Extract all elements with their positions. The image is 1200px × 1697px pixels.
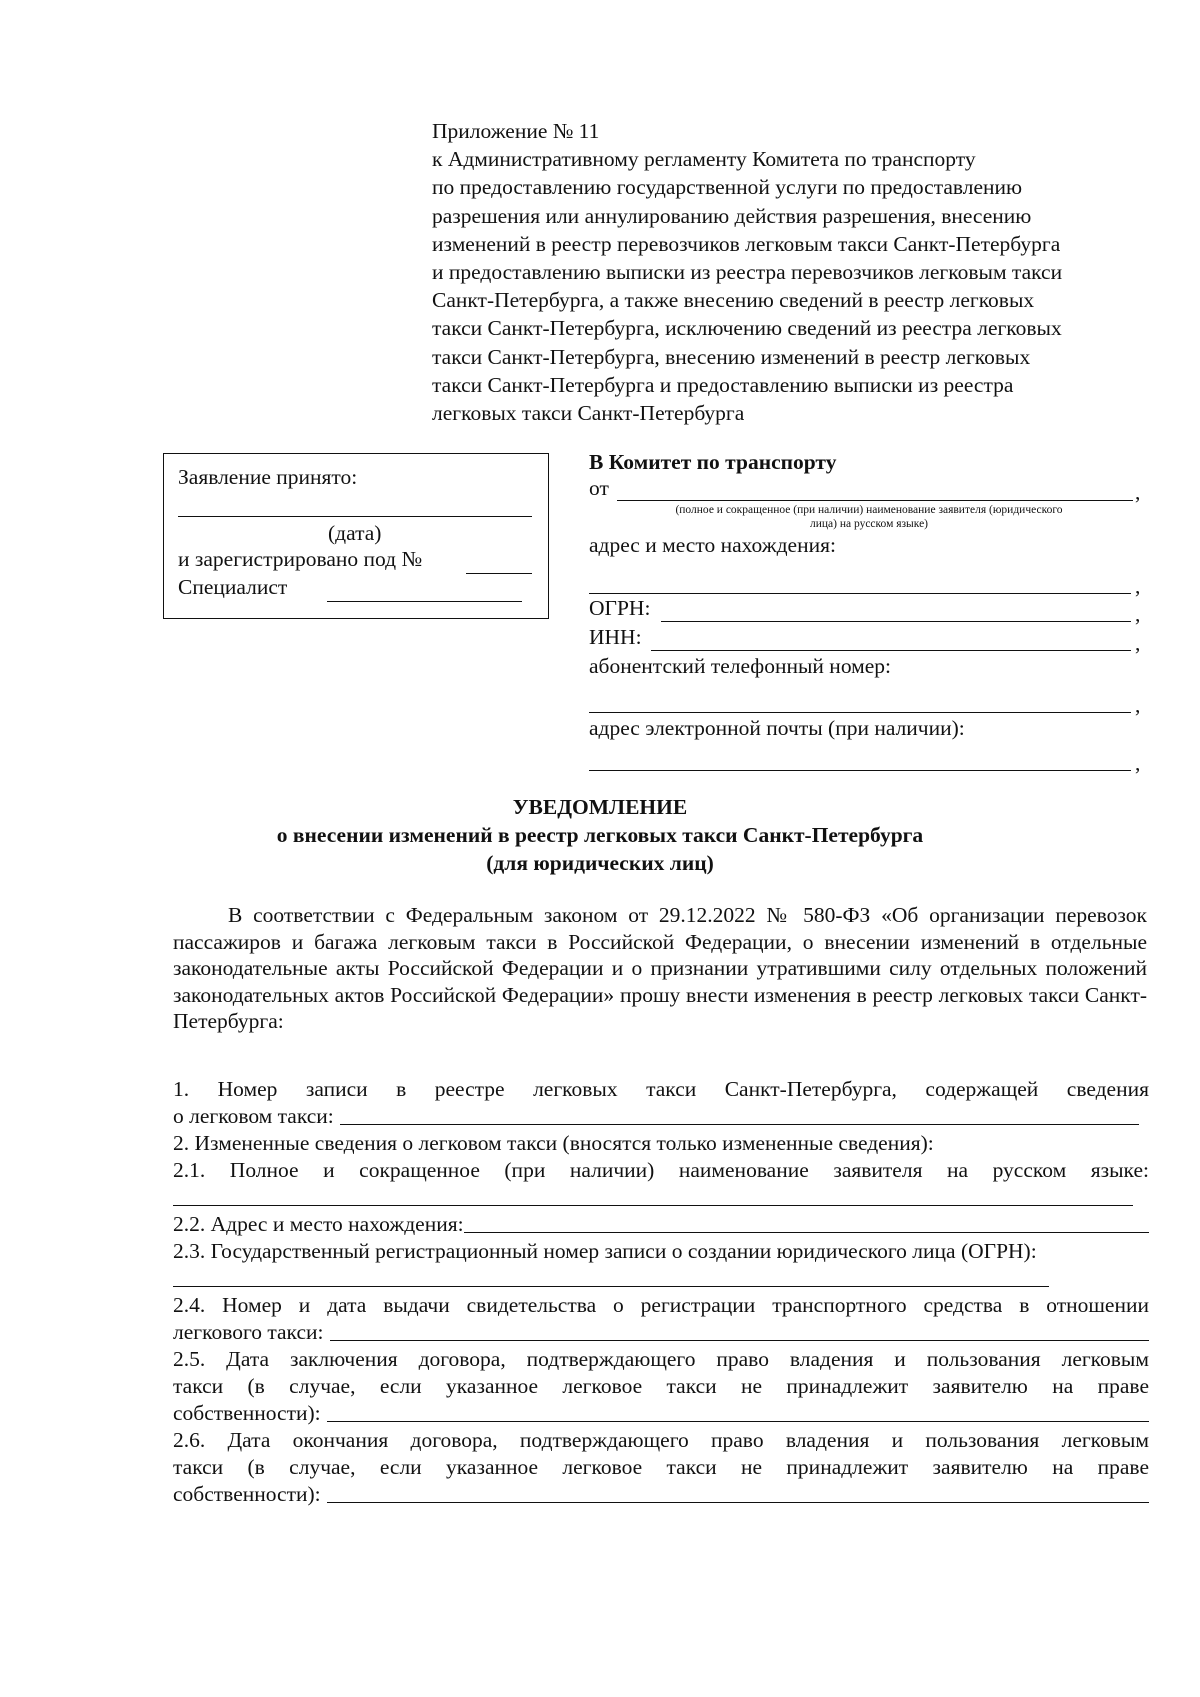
comma: , [1135,574,1141,598]
item-text: легкового такси: [173,1320,324,1344]
appendix-line: Санкт-Петербурга, а также внесению сведений в реестр легковых [432,288,1035,313]
item-2-2 [173,1211,1149,1238]
address-field[interactable] [464,1232,1149,1233]
appendix-line: легковых такси Санкт-Петербурга [432,401,745,426]
item-text: такси (в случае, если указанное легковое такси не принадлежит заявителю на праве [173,1455,1149,1479]
email-line[interactable] [589,770,1131,771]
from-label: от [589,476,609,500]
received-stamp-box [163,453,549,619]
comma: , [1135,480,1141,504]
from-line[interactable] [617,500,1133,501]
vehicle-certificate-field[interactable] [330,1340,1150,1341]
item-2 [173,1130,1149,1157]
appendix-line: по предоставлению государственной услуги по предоставлению [432,175,1023,200]
applicant-name-field[interactable] [173,1205,1133,1206]
item-text: о легковом такси: [173,1104,334,1128]
appendix-line: к Административному регламенту Комитета по транспорту [432,147,976,172]
addressee-to: В Комитет по транспорту [589,450,837,474]
item-2-1 [173,1157,1149,1211]
intro-paragraph [173,902,1147,1035]
contract-start-date-field[interactable] [327,1421,1149,1422]
appendix-line: и предоставлению выписки из реестра перевозчиков легковым такси [432,260,1063,285]
intro-text: В соответствии с Федеральным законом от 29.12.2022 № 580-ФЗ «Об организации перевозок пассажиров и багажа легковым такси в Российской Федерации, о внесении изменений в отдельные законодательные акты Российской Федерации и о признании утратившими силу отдельных положений законодательных актов Российской Федерации» прошу внести изменения в реестр легковых такси Санкт-Петербурга: [173,903,1147,1033]
appendix-line: изменений в реестр перевозчиков легковым такси Санкт-Петербурга [432,231,1061,256]
item-2-6 [173,1427,1149,1508]
ogrn-line[interactable] [661,621,1131,622]
item-text: 2.6. Дата окончания договора, подтверждающего право владения и пользования легковым [173,1428,1149,1452]
inn-line[interactable] [651,650,1131,651]
address-label: адрес и место нахождения: [589,533,836,557]
item-1 [173,1076,1149,1130]
ogrn-label: ОГРН: [589,596,651,620]
comma: , [1135,602,1141,626]
item-text: собственности): [173,1401,321,1425]
from-note: (полное и сокращенное (при наличии) наименование заявителя (юридического [675,504,1063,516]
address-line[interactable] [589,593,1131,594]
registered-label: и зарегистрировано под № [178,547,422,571]
item-text: 2.4. Номер и дата выдачи свидетельства о регистрации транспортного средства в отношении [173,1293,1149,1317]
email-label: адрес электронной почты (при наличии): [589,716,965,740]
item-2-5 [173,1346,1149,1427]
appendix-line: Приложение № 11 [432,119,600,143]
comma: , [1135,751,1141,775]
appendix-line: такси Санкт-Петербурга, исключению сведений из реестра легковых [432,316,1062,341]
item-text: 2.2. Адрес и место нахождения: [173,1212,464,1236]
item-text: 2.5. Дата заключения договора, подтверждающего право владения и пользования легковым [173,1347,1149,1371]
specialist-label: Специалист [178,575,288,599]
item-text: такси (в случае, если указанное легковое такси не принадлежит заявителю на праве [173,1374,1149,1398]
items-list [173,1076,1149,1508]
date-line[interactable] [178,516,532,517]
registry-record-number-field[interactable] [340,1124,1139,1125]
date-caption: (дата) [328,521,382,545]
item-2-4 [173,1292,1149,1346]
ogrn-field[interactable] [173,1286,1049,1287]
item-text: 1. Номер записи в реестре легковых такси Санкт-Петербурга, содержащей сведения [173,1077,1149,1101]
specialist-line[interactable] [327,601,522,602]
phone-line[interactable] [589,712,1131,713]
appendix-line: разрешения или аннулированию действия разрешения, внесению [432,203,1032,228]
inn-label: ИНН: [589,625,642,649]
comma: , [1135,631,1141,655]
item-text: 2. Измененные сведения о легковом такси (вносятся только измененные сведения): [173,1131,934,1155]
appendix-line: такси Санкт-Петербурга и предоставлению выписки из реестра [432,372,1014,397]
phone-label: абонентский телефонный номер: [589,654,892,678]
item-text: собственности): [173,1482,321,1506]
registration-number-line[interactable] [466,573,532,574]
received-title: Заявление принято: [178,465,358,489]
item-text: 2.1. Полное и сокращенное (при наличии) наименование заявителя на русском языке: [173,1158,1149,1182]
document-title: УВЕДОМЛЕНИЕ [512,795,688,819]
item-text: 2.3. Государственный регистрационный номер записи о создании юридического лица (ОГРН): [173,1239,1037,1263]
comma: , [1135,693,1141,717]
from-note: лица) на русском языке) [809,518,929,530]
document-subtitle-note: (для юридических лиц) [486,851,714,875]
document-subtitle: о внесении изменений в реестр легковых такси Санкт-Петербурга [276,823,924,847]
appendix-line: такси Санкт-Петербурга, внесению изменений в реестр легковых [432,344,1031,369]
appendix-header [432,117,1152,427]
item-2-3 [173,1238,1149,1292]
contract-end-date-field[interactable] [327,1502,1149,1503]
